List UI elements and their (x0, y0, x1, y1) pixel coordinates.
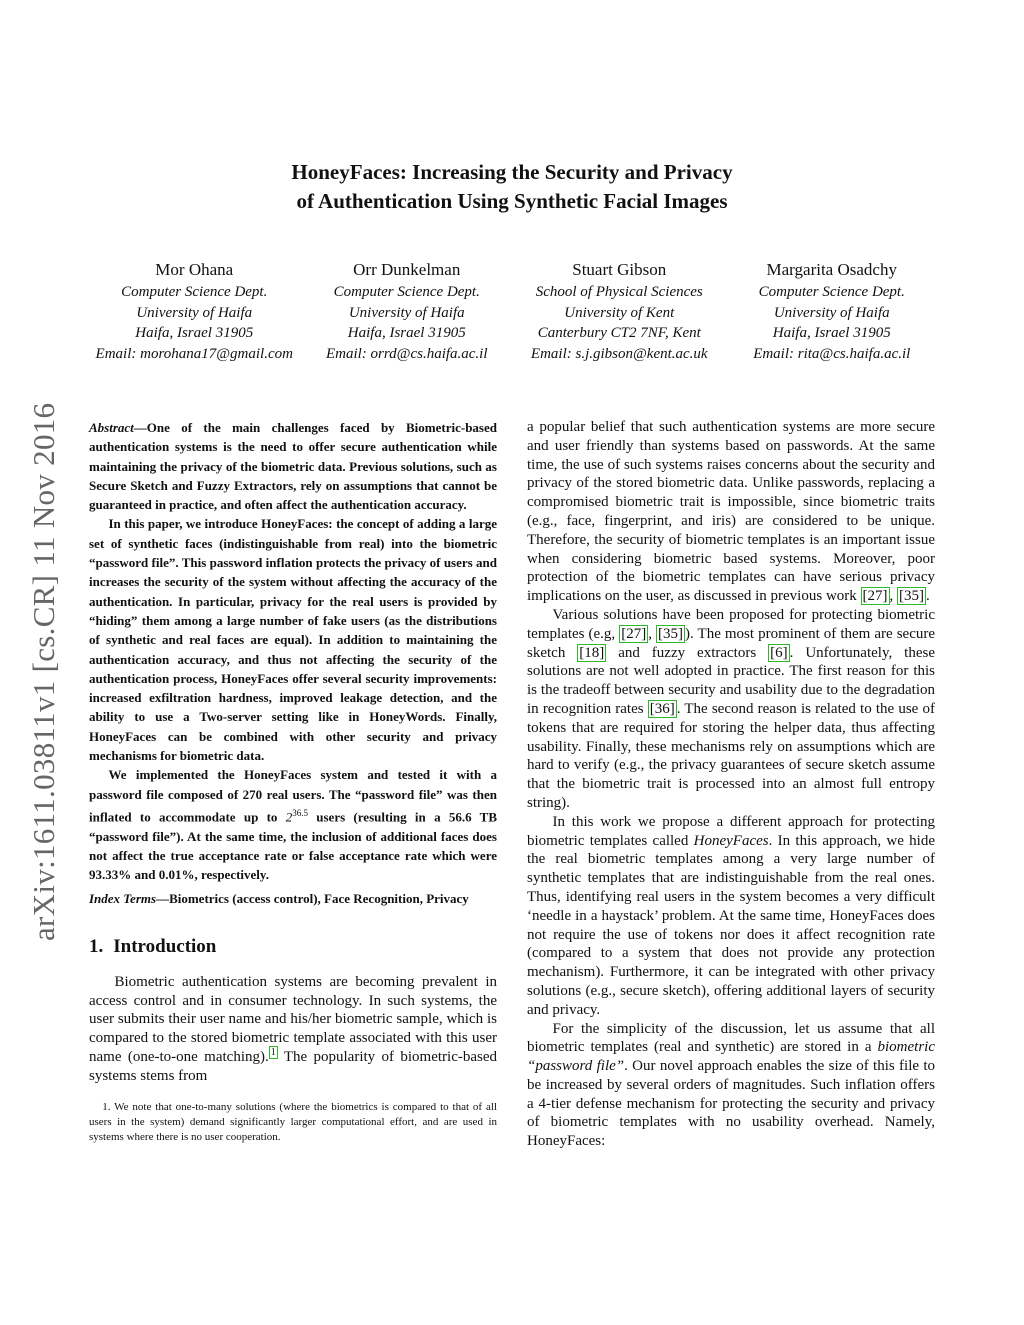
author-dept: Computer Science Dept. (758, 284, 905, 300)
author-univ: University of Haifa (348, 304, 465, 321)
arxiv-side-identifier-area (24, 345, 66, 945)
citation-27[interactable]: [27] (862, 588, 888, 605)
right-column (527, 418, 935, 1151)
abstract-paragraph-1: Abstract—One of the main challenges faced by Biometric-based authentication systems is the need to offer secure authentication while maintaining the privacy of the biometric data. Previous solutions, such as Secure Sketch and Fuzzy Extractors, rely on assumptions that cannot be guaranteed in practice, and often affect the authentication accuracy. (89, 420, 497, 513)
intro-paragraph-1: Biometric authentication systems are becoming prevalent in access control and in consumer technology. In such systems, the user submits their user name and his/her biometric sample, which is compared to the stored biometric template associated with this user name (one-to-one matching). $^1$ The popularity of biometric-based systems stems from (89, 973, 497, 1084)
author-city: Haifa, Israel 31905 (135, 325, 254, 341)
right-paragraph-2: Various solutions have been proposed for protecting biometric templates (e.g, [27] , [35] ). The most prominent of them are secure sketch [18] and fuzzy extractors [6] . Unfortunately, these solutions are not well adopted in practice. The first reason for this is the tradeoff between security and usability due to the degradation in recognition rates [36] . The second reason is related to the use of tokens that are required for storing the helper data, thus affecting usability. Finally, these mechanisms rely on assumptions which are hard to verify (e.g., the privacy guarantees of secure sketch assume that the biometric trait is processed into an almost full entropy string). (527, 606, 936, 811)
abstract-label: Abstract (89, 420, 134, 435)
citation-36[interactable]: [36] (649, 700, 675, 717)
title-line-2: of Authentication Using Synthetic Facial Images (296, 189, 728, 213)
author-email: Email: morohana17@gmail.com (95, 345, 293, 362)
author-dept: Computer Science Dept. (333, 284, 480, 300)
author-block (88, 258, 938, 364)
author-univ: University of Haifa (773, 304, 890, 321)
citation-27[interactable]: [27] (621, 625, 647, 642)
right-paragraph-4: For the simplicity of the discussion, let us assume that all biometric templates (real and synthetic) are stored in a biometric “password file”. Our novel approach enables the size of this file to be increased by several orders of magnitudes. Such inflation offers a 4-tier defense mechanism for protecting the security and privacy of biometric templates with no usability overhead. Namely, HoneyFaces: (527, 1020, 935, 1150)
author-city: Canterbury CT2 7NF, Kent (537, 325, 701, 341)
author-univ: University of Haifa (136, 304, 253, 321)
author-dept: Computer Science Dept. (121, 284, 268, 300)
section-heading-introduction: 1. Introduction (89, 935, 217, 957)
index-terms-label: Index Terms (89, 891, 157, 907)
author-city: Haifa, Israel 31905 (347, 325, 466, 341)
author-name: Margarita Osadchy (766, 260, 897, 279)
author-univ: University of Kent (564, 304, 675, 321)
footnote-link[interactable]: 1 (270, 1046, 276, 1058)
author-name: Orr Dunkelman (353, 260, 461, 279)
right-paragraph-1: a popular belief that such authentication systems are more secure and user friendly than systems based on passwords. At the same time, the use of such systems raises concerns about the security and privacy of the stored biometric data. Unlike passwords, replacing a compromised biometric trait is impossible, since biometric traits (e.g., face, fingerprint, and iris) are considered to be unique. Therefore, the security of biometric templates is an important issue when considering biometric based systems. Moreover, poor protection of the biometric templates can have serious privacy implications on the user, as discussed in previous work [27] , [35] . (527, 419, 935, 605)
author-email: Email: rita@cs.haifa.ac.il (753, 345, 911, 362)
author-1 (88, 258, 301, 364)
citation-35[interactable]: [35] (899, 588, 925, 605)
title-line-1: HoneyFaces: Increasing the Security and Privacy (291, 160, 733, 184)
citation-6[interactable]: [6] (770, 644, 788, 661)
citation-18[interactable]: [18] (579, 644, 605, 661)
index-terms: Index Terms—Biometrics (access control), Face Recognition, Privacy (89, 891, 469, 907)
left-column (89, 418, 497, 1145)
author-name: Stuart Gibson (572, 260, 667, 279)
paper-title (150, 158, 874, 216)
abstract (89, 418, 497, 909)
right-paragraph-3: In this work we propose a different approach for protecting biometric templates called HoneyFaces. In this approach, we hide the real biometric templates among a very large number of synthetic templates that are indistinguishable from the real ones. Thus, identifying real users in the system becomes a very difficult ‘needle in a haystack’ problem. At the same time, HoneyFaces does not require the use of tokens nor does it affect recognition rate (compared to a system that does not provide any protection mechanism). Furthermore, it can be integrated with other privacy solutions (e.g., secure sketch), offering additional layers of security and privacy. (527, 813, 935, 1018)
author-email: Email: s.j.gibson@kent.ac.uk (530, 345, 708, 362)
footnote-1: 1. We note that one-to-many solutions (where the biometrics is compared to that of all users in the system) demand significantly larger computational effort, and are used in systems where there is no user cooperation. (89, 1100, 497, 1143)
citation-35[interactable]: [35] (658, 625, 684, 642)
author-city: Haifa, Israel 31905 (772, 325, 891, 341)
abstract-paragraph-3: We implemented the HoneyFaces system and tested it with a password file composed of 270 real users. The “password file” was then inflated to accommodate up to $2^{36.5}$ users (resulting in a 56.6 TB “password file”). At the same time, the inclusion of additional faces does not affect the true acceptance rate or false acceptance rate which were 93.33% and 0.01%, respectively. (89, 767, 498, 883)
author-dept: School of Physical Sciences (535, 284, 703, 300)
author-name: Mor Ohana (155, 260, 234, 279)
author-3 (513, 258, 726, 364)
author-email: Email: orrd@cs.haifa.ac.il (325, 345, 488, 362)
abstract-paragraph-2: In this paper, we introduce HoneyFaces: the concept of adding a large set of synthetic faces (indistinguishable from real) into the biometric “password file”. This password inflation protects the privacy of users and increases the security of the system without affecting the accuracy of the authentication. In particular, privacy for the real users is provided by “hiding” them among a large number of fake users (as the distributions of synthetic and real faces are equal). In addition to maintaining the authentication accuracy, and thus not affecting the security of the authentication process, HoneyFaces offer several security improvements: increased exfiltration hardness, improved leakage detection, and the ability to use a Two-server setting like in HoneyWords. Finally, HoneyFaces can be combined with other security and privacy mechanisms for biometric data. (89, 516, 497, 764)
arxiv-side-identifier: arXiv:1611.03811v1 [cs.CR] 11 Nov 2016 (26, 402, 61, 941)
author-4 (726, 258, 939, 364)
author-2 (301, 258, 514, 364)
